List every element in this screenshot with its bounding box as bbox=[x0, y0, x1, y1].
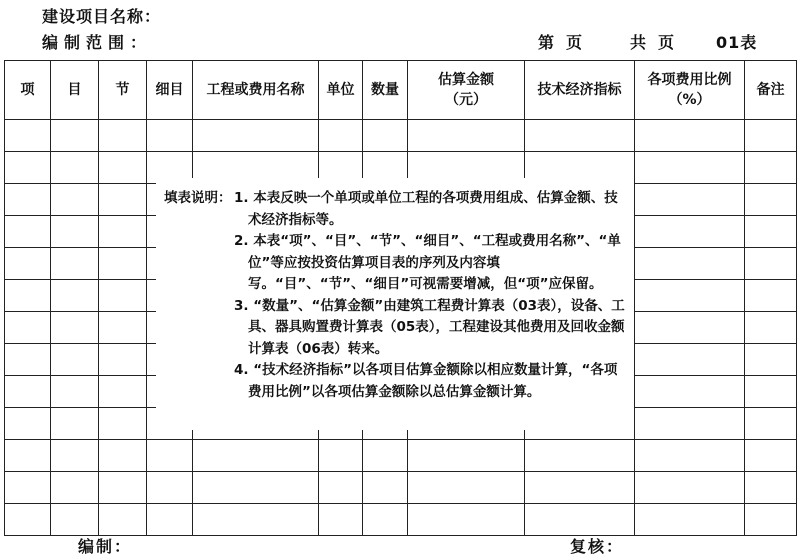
table-cell bbox=[745, 184, 797, 216]
table-cell bbox=[745, 408, 797, 440]
table-cell bbox=[51, 344, 99, 376]
col-header-amount-unit: （元） bbox=[445, 92, 487, 108]
estimate-table bbox=[4, 60, 796, 523]
table-cell bbox=[5, 472, 51, 504]
table-cell bbox=[408, 472, 525, 504]
col-header-section: 节 bbox=[99, 61, 147, 120]
table-cell bbox=[99, 184, 147, 216]
table-cell bbox=[319, 504, 363, 536]
total-label: 共 bbox=[630, 33, 648, 52]
table-cell bbox=[5, 344, 51, 376]
instruction-item: 4. “技术经济指标”以各项目估算金额除以相应数量计算，“各项费用比例”以各项估算金额除以总估算金额计算。 bbox=[234, 362, 618, 400]
table-cell bbox=[51, 376, 99, 408]
table-cell bbox=[147, 504, 193, 536]
table-cell bbox=[635, 472, 745, 504]
table-cell bbox=[408, 504, 525, 536]
table-header-row bbox=[5, 61, 797, 120]
table-cell bbox=[635, 440, 745, 472]
table-cell bbox=[635, 184, 745, 216]
table-cell bbox=[745, 472, 797, 504]
table-cell bbox=[745, 248, 797, 280]
table-cell bbox=[745, 312, 797, 344]
col-header-name: 工程或费用名称 bbox=[193, 61, 319, 120]
table-cell bbox=[51, 312, 99, 344]
page-unit: 页 bbox=[566, 33, 584, 52]
instruction-item: 3. “数量”、“估算金额”由建筑工程费计算表（03表），设备、工具、器具购置费计算表（05表），工程建设其他费用及回收金额计算表（06表）转来。 bbox=[234, 297, 625, 357]
table-row bbox=[5, 504, 797, 536]
table-cell bbox=[51, 440, 99, 472]
table-cell bbox=[745, 344, 797, 376]
table-cell bbox=[319, 472, 363, 504]
page-label: 第 bbox=[538, 33, 556, 52]
table-cell bbox=[51, 216, 99, 248]
table-row bbox=[5, 120, 797, 152]
table-cell bbox=[745, 152, 797, 184]
table-cell bbox=[147, 440, 193, 472]
scope-label: 编制范围： bbox=[42, 33, 153, 52]
table-cell bbox=[51, 408, 99, 440]
table-row bbox=[5, 440, 797, 472]
table-cell bbox=[193, 440, 319, 472]
table-cell bbox=[99, 440, 147, 472]
table-cell bbox=[99, 280, 147, 312]
table-cell bbox=[635, 152, 745, 184]
col-header-ratio-unit: （%） bbox=[668, 92, 711, 108]
table-cell bbox=[5, 248, 51, 280]
table-cell bbox=[5, 120, 51, 152]
table-cell bbox=[5, 152, 51, 184]
table-cell bbox=[5, 280, 51, 312]
table-row bbox=[5, 472, 797, 504]
table-cell bbox=[193, 472, 319, 504]
table-cell bbox=[635, 120, 745, 152]
table-cell bbox=[99, 248, 147, 280]
table-cell bbox=[193, 120, 319, 152]
table-cell bbox=[363, 504, 408, 536]
col-header-ratio-label: 各项费用比例 bbox=[647, 72, 732, 88]
table-cell bbox=[635, 216, 745, 248]
table-cell bbox=[5, 440, 51, 472]
table-cell bbox=[408, 120, 525, 152]
form-code: 01表 bbox=[716, 33, 758, 52]
table-cell bbox=[635, 408, 745, 440]
col-header-unit: 单位 bbox=[319, 61, 363, 120]
table-cell bbox=[745, 280, 797, 312]
col-header-ratio bbox=[635, 61, 745, 120]
instruction-item: 1. 本表反映一个单项或单位工程的各项费用组成、估算金额、技术经济指标等。 bbox=[234, 190, 618, 228]
instructions-title: 填表说明： bbox=[164, 190, 232, 206]
instructions-list bbox=[234, 188, 630, 403]
table-cell bbox=[363, 440, 408, 472]
table-cell bbox=[147, 472, 193, 504]
col-header-detail: 细目 bbox=[147, 61, 193, 120]
table-cell bbox=[635, 344, 745, 376]
table-cell bbox=[525, 440, 635, 472]
table-cell bbox=[635, 280, 745, 312]
table-cell bbox=[5, 312, 51, 344]
table-cell bbox=[745, 120, 797, 152]
table-cell bbox=[99, 216, 147, 248]
table-cell bbox=[635, 248, 745, 280]
col-header-indicator: 技术经济指标 bbox=[525, 61, 635, 120]
col-header-remarks: 备注 bbox=[745, 61, 797, 120]
table-cell bbox=[99, 120, 147, 152]
table-cell bbox=[99, 312, 147, 344]
table-cell bbox=[363, 472, 408, 504]
col-header-amount-label: 估算金额 bbox=[438, 72, 494, 88]
table-cell bbox=[745, 504, 797, 536]
table-cell bbox=[319, 120, 363, 152]
table-cell bbox=[51, 472, 99, 504]
instruction-item: 2. 本表“项”、“目”、“节”、“细目”、“工程或费用名称”、“单位”等应按投资估算项目表的序列及内容填写。“目”、“节”、“细目”可视需要增减，但“项”应保留。 bbox=[234, 233, 621, 292]
table-cell bbox=[51, 248, 99, 280]
table-cell bbox=[745, 216, 797, 248]
col-header-amount bbox=[408, 61, 525, 120]
table-cell bbox=[99, 504, 147, 536]
table-cell bbox=[525, 472, 635, 504]
table-cell bbox=[51, 152, 99, 184]
table-cell bbox=[525, 504, 635, 536]
table-cell bbox=[99, 376, 147, 408]
total-unit: 页 bbox=[658, 33, 676, 52]
table-cell bbox=[5, 408, 51, 440]
table-cell bbox=[635, 312, 745, 344]
table-cell bbox=[99, 472, 147, 504]
table-cell bbox=[5, 376, 51, 408]
table-cell bbox=[147, 120, 193, 152]
table-cell bbox=[51, 504, 99, 536]
col-header-quantity: 数量 bbox=[363, 61, 408, 120]
table-cell bbox=[5, 216, 51, 248]
table-cell bbox=[319, 440, 363, 472]
table-cell bbox=[635, 376, 745, 408]
reviewer-label: 复核： bbox=[570, 537, 625, 556]
table-cell bbox=[99, 408, 147, 440]
table-cell bbox=[745, 440, 797, 472]
table-cell bbox=[363, 120, 408, 152]
project-name-label: 建设项目名称： bbox=[42, 7, 162, 26]
table-cell bbox=[51, 280, 99, 312]
table-cell bbox=[99, 344, 147, 376]
col-header-item: 项 bbox=[5, 61, 51, 120]
table-cell bbox=[5, 184, 51, 216]
table-cell bbox=[635, 504, 745, 536]
table-cell bbox=[5, 504, 51, 536]
instructions-box bbox=[156, 178, 634, 430]
table-cell bbox=[745, 376, 797, 408]
table-cell bbox=[193, 504, 319, 536]
table-cell bbox=[408, 440, 525, 472]
table-cell bbox=[525, 120, 635, 152]
col-header-subitem: 目 bbox=[51, 61, 99, 120]
table-cell bbox=[51, 120, 99, 152]
compiler-label: 编制： bbox=[78, 537, 133, 556]
table-cell bbox=[51, 184, 99, 216]
table-cell bbox=[99, 152, 147, 184]
